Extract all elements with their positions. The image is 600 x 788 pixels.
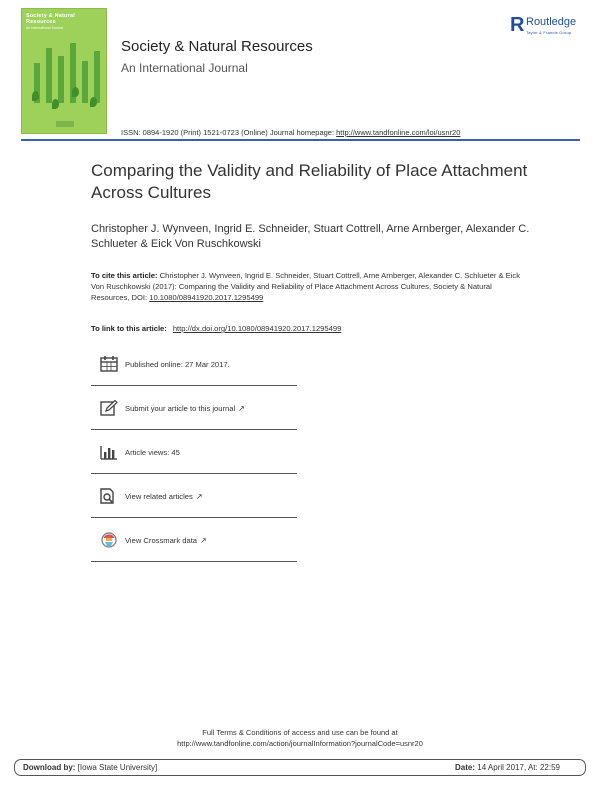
crossmark-icon <box>100 532 118 548</box>
publisher-tagline: Taylor & Francis Group <box>526 30 572 35</box>
cover-art <box>72 87 79 97</box>
article-title: Comparing the Validity and Reliability of Place Attachment Across Cultures <box>91 161 528 202</box>
cover-art <box>94 51 100 103</box>
journal-title[interactable]: Society & Natural Resources <box>121 38 313 55</box>
cover-publisher-logo <box>56 121 74 127</box>
publisher-name: Routledge <box>526 16 577 28</box>
cite-label: To cite this article: <box>91 271 158 280</box>
cover-title: Society & Natural Resources <box>26 13 75 25</box>
related-articles-row[interactable] <box>91 474 297 518</box>
terms-url-link[interactable]: http://www.tandfonline.com/action/journalInformation?journalCode=usnr20 <box>177 739 423 748</box>
bar-chart-icon <box>100 444 118 460</box>
crossmark-link[interactable] <box>125 536 207 545</box>
related-articles-label: View related articles <box>125 492 193 501</box>
cover-subtitle: An International Journal <box>26 26 63 30</box>
submit-article-row[interactable] <box>91 386 297 430</box>
cover-art <box>46 48 52 103</box>
edit-icon <box>100 400 118 416</box>
crossmark-row[interactable] <box>91 518 297 562</box>
published-online-label: Published online: 27 Mar 2017. <box>125 360 230 369</box>
related-articles-link[interactable] <box>125 492 203 501</box>
cover-art <box>90 97 97 107</box>
link-label: To link to this article: <box>91 324 167 333</box>
journal-subtitle: An International Journal <box>121 61 248 75</box>
cite-doi-link[interactable]: 10.1080/08941920.2017.1295499 <box>149 293 264 302</box>
download-by-label: Download by: <box>23 763 76 772</box>
article-views-label: Article views: 45 <box>125 448 180 457</box>
terms-line-1: Full Terms & Conditions of access and use can be found at <box>202 728 398 737</box>
calendar-icon <box>100 356 118 372</box>
citation-block <box>91 270 531 303</box>
external-link-icon: ↗ <box>200 536 207 545</box>
crossmark-label: View Crossmark data <box>125 536 198 545</box>
download-date-label: Date: <box>455 763 476 772</box>
article-views-row <box>91 430 297 474</box>
cover-art <box>82 61 88 103</box>
download-date <box>455 763 560 772</box>
cover-art <box>32 91 39 101</box>
download-date-value: 14 April 2017, At: 22:59 <box>475 763 560 772</box>
submit-article-label: Submit your article to this journal <box>125 404 236 413</box>
article-info-list <box>91 342 297 562</box>
header-divider <box>21 139 580 141</box>
submit-article-link[interactable] <box>125 404 245 413</box>
issn-line <box>121 128 460 137</box>
cover-art <box>52 99 59 109</box>
cover-art <box>58 56 64 103</box>
external-link-icon: ↗ <box>238 404 245 413</box>
cite-text: Christopher J. Wynveen, Ingrid E. Schneider, Stuart Cottrell, Arne Arnberger, Alexander C. Schlueter & Eick Von Ruschkowski (2017): Comparing the Validity and Reliability of Place Attachment Across Cultures, Society & Natural Resources, DOI: <box>91 271 521 302</box>
routledge-r-icon: R <box>510 14 525 36</box>
journal-cover <box>21 8 107 134</box>
search-document-icon <box>100 488 118 504</box>
external-link-icon: ↗ <box>195 492 203 501</box>
article-doi-link[interactable]: http://dx.doi.org/10.1080/08941920.2017.1295499 <box>172 324 342 333</box>
issn-text: ISSN: 0894-1920 (Print) 1521-0723 (Online) Journal homepage: <box>121 128 337 137</box>
publisher-logo[interactable] <box>510 14 590 40</box>
download-info-bar <box>14 759 586 776</box>
journal-homepage-link[interactable]: http://www.tandfonline.com/loi/usnr20 <box>336 128 461 137</box>
published-online-row <box>91 342 297 386</box>
article-link-line <box>91 324 341 333</box>
article-authors: Christopher J. Wynveen, Ingrid E. Schneider, Stuart Cottrell, Arne Arnberger, Alexander C. Schlueter & Eick Von Ruschkowski <box>91 223 530 250</box>
download-by <box>23 763 157 772</box>
download-by-value: [Iowa State University] <box>75 763 158 772</box>
